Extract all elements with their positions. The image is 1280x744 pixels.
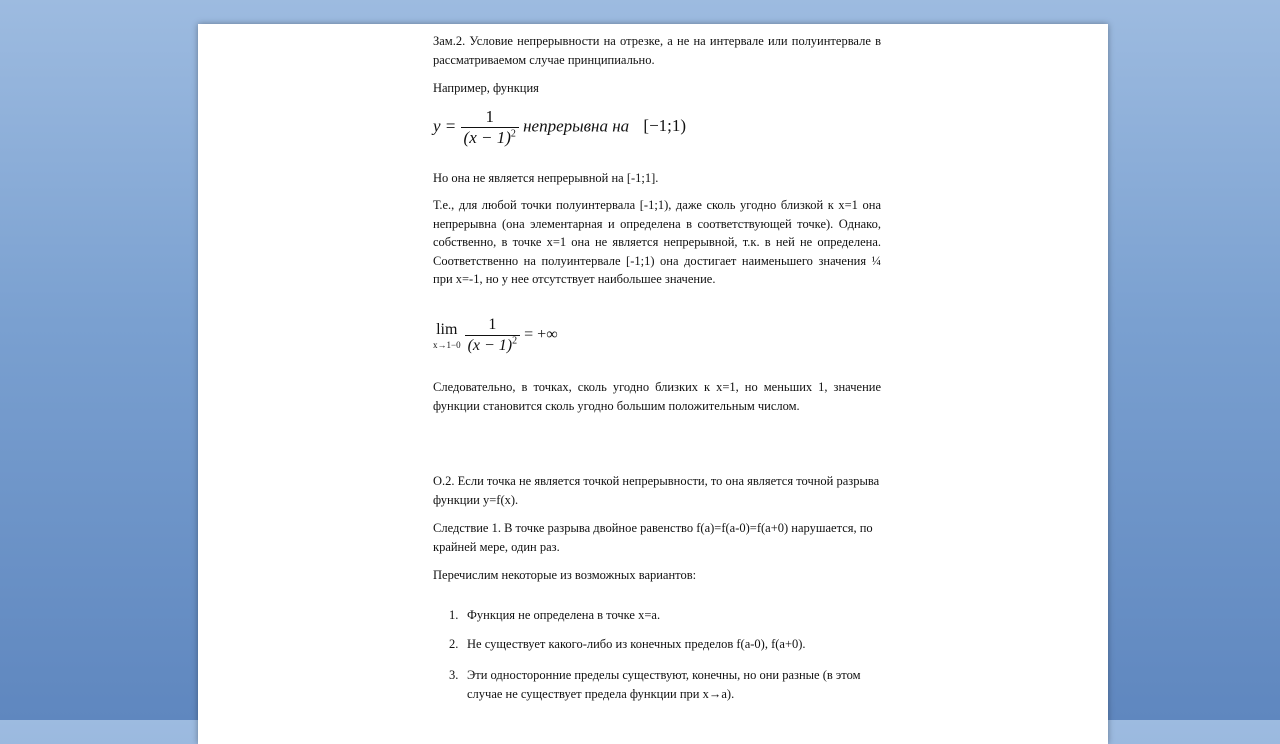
formula1-lhs: y = (433, 116, 457, 136)
document-page (198, 24, 1108, 744)
formula-limit (433, 316, 558, 355)
definition-2-paragraph: О.2. Если точка не является точкой непрерывности, то она является точной разрыва функции y=f(x). (433, 474, 880, 507)
formula2-denominator (465, 335, 521, 356)
formula2-fraction (465, 316, 521, 355)
conclusion-paragraph: Следовательно, в точках, сколь угодно близких к x=1, но меньших 1, значение функции становится сколь угодно большим положительным числом. (433, 380, 881, 413)
formula2-lim-sub: x→1−0 (433, 339, 461, 350)
formula1-denominator (461, 127, 519, 148)
list-item-text: Эти односторонние пределы существуют, конечны, но они разные (в этом случае не существует предела функции при x→a). (467, 668, 861, 701)
remark-2-paragraph: Зам.2. Условие непрерывности на отрезке, а не на интервале или полуинтервале в рассматриваемом случае принципиально. (433, 34, 881, 67)
formula2-lim-block (433, 321, 461, 350)
explanation-paragraph: Т.е., для любой точки полуинтервала [-1;1), даже сколь угодно близкой к x=1 она непрерывна (она элементарная и определена в соответствующей точке). Однако, собственно, в точке x=1 она не является непрерывной, т.к. в ней не определена. Соответственно на полуинтервале [-1;1) она достигает наименьшего значения ¼ при x=-1, но у нее отсутствует наибольшее значение. (433, 198, 881, 286)
list-item-number: 2. (449, 637, 459, 651)
formula1-exponent: 2 (510, 127, 516, 139)
formula-continuity (433, 108, 686, 147)
corollary-1-paragraph: Следствие 1. В точке разрыва двойное равенство f(a)=f(a-0)=f(a+0) нарушается, по крайней мере, один раз. (433, 521, 873, 554)
formula2-denominator-text: (x − 1) (467, 336, 513, 354)
list-item-number: 1. (449, 608, 459, 622)
formula2-lim: lim (436, 321, 458, 339)
formula1-numerator: 1 (485, 107, 494, 126)
list-item-text: Не существует какого-либо из конечных пределов f(a-0), f(a+0). (467, 637, 806, 651)
variants-intro: Перечислим некоторые из возможных вариантов: (433, 568, 697, 582)
formula1-denominator-text: (x − 1) (463, 127, 511, 147)
list-item-text: Функция не определена в точке x=a. (467, 608, 661, 622)
formula2-rhs: = +∞ (524, 326, 558, 344)
not-continuous-paragraph: Но она не является непрерывной на [-1;1]. (433, 171, 659, 185)
formula1-interval: [−1;1) (643, 116, 687, 136)
formula1-fraction (461, 108, 519, 147)
formula1-text: непрерывна на (523, 116, 630, 136)
formula2-exponent: 2 (512, 335, 518, 347)
list-item-number: 3. (449, 668, 459, 682)
example-intro: Например, функция (433, 81, 539, 95)
formula2-numerator: 1 (488, 316, 497, 333)
